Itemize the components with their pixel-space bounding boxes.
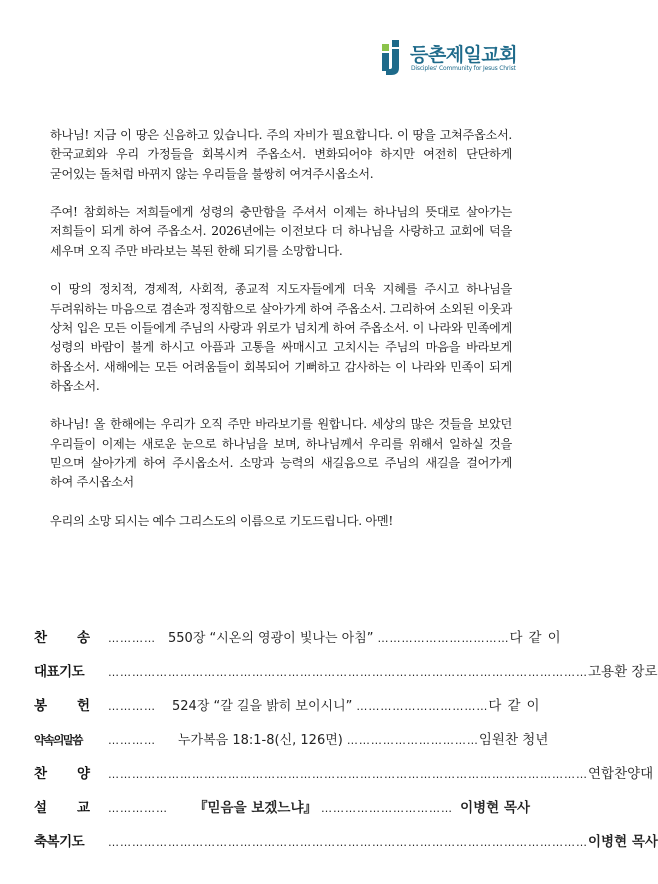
- leader-dots: ……………………………: [346, 734, 479, 747]
- prayer-paragraph-3: 이 땅의 정치적, 경제적, 사회적, 종교적 지도자들에게 더욱 지혜를 주시고 하나님을 두려워하는 마음으로 겸손과 정직함으로 살아가게 하여 주옵소서. 그리하여 소외된 이웃과 상처 입은 모든 이들에게 주님의 사랑과 위로가 넘치게 하여 주옵소서. 이 나라와 민족에게 성령의 바람이 불게 하시고 아픔과 고통을 싸매시고 고치시는 주님의 마음을 바라보게 하옵소서. 새해에는 모든 어려움들이 회복되어 기뻐하고 감사하는 이 나라와 민족이 되게 하옵소서.: [50, 282, 512, 393]
- worship-order: [34, 628, 658, 866]
- prayer-paragraph-2: 주여! 참회하는 저희들에게 성령의 충만함을 주셔서 이제는 하나님의 뜻대로 살아가는 저희들이 되게 하여 주옵소서. 2026년에는 이전보다 더 하나님을 사랑하고 교회에 덕을 세우며 오직 주만 바라보는 복된 한해 되기를 소망합니다.: [50, 205, 512, 258]
- leader-dots: ……………………………: [356, 700, 489, 713]
- order-row-benediction: [34, 832, 658, 853]
- leader-dots: …………: [108, 700, 156, 713]
- order-person-hymn: 다같이: [509, 630, 567, 646]
- order-row-hymn: [34, 628, 567, 649]
- leader-dots: …………: [108, 632, 156, 645]
- church-logo-icon: [380, 40, 408, 76]
- order-row-anthem: [34, 764, 654, 785]
- order-person-benediction: 이병현 목사: [588, 834, 658, 850]
- leader-dots: ……………: [108, 802, 168, 815]
- order-person-offering: 다같이: [488, 698, 546, 714]
- order-person-sermon: 이병현 목사: [460, 800, 530, 816]
- church-name: 등촌제일교회: [410, 44, 518, 66]
- leader-dots: …………: [108, 734, 156, 747]
- order-person-scripture: 임원찬 청년: [478, 732, 549, 748]
- order-label-sermon: 설교: [34, 800, 121, 816]
- order-content-scripture: 누가복음 18:1-8(신, 126면): [178, 733, 343, 748]
- order-label-benediction: 축복기도: [34, 834, 85, 850]
- order-label-representative-prayer: 대표기도: [34, 664, 85, 680]
- order-person-representative-prayer: 고용환 장로: [588, 664, 658, 680]
- leader-dots: …………………………………………………………………………………………………………: [108, 836, 588, 849]
- order-label-scripture: 약속의말씀: [34, 733, 83, 747]
- order-row-representative-prayer: [34, 662, 658, 683]
- prayer-section: [50, 126, 512, 531]
- prayer-paragraph-4: 하나님! 올 한해에는 우리가 오직 주만 바라보기를 원합니다. 세상의 많은 것들을 보았던 우리들이 이제는 새로운 눈으로 하나님을 보며, 하나님께서 우리를 위해서 일하실 것을 믿으며 살아가게 하여 주시옵소서. 소망과 능력의 새길음으로 주님의 새길을 걸어가게 하여 주시옵소서: [50, 417, 512, 490]
- leader-dots: …………………………………………………………………………………………………………: [108, 666, 588, 679]
- order-content-offering: 524장 “갈 길을 밝히 보이시니”: [172, 699, 353, 714]
- order-row-sermon: [34, 798, 530, 819]
- prayer-paragraph-1: 하나님! 지금 이 땅은 신음하고 있습니다. 주의 자비가 필요합니다. 이 땅을 고쳐주옵소서. 한국교회와 우리 가정들을 회복시켜 주옵소서. 변화되어야 하지만 여전히 단단하게 굳어있는 돌처럼 바뀌지 않는 우리들을 불쌍히 여겨주시옵소서.: [50, 128, 512, 181]
- order-label-anthem: 찬양: [34, 766, 121, 782]
- order-content-hymn: 550장 “시온의 영광이 빛나는 아침”: [168, 631, 374, 646]
- order-content-sermon: 『믿음을 보겠느냐』: [194, 800, 317, 816]
- leader-dots: ……………………………: [377, 632, 510, 645]
- leader-dots: ……………………………: [321, 802, 453, 815]
- order-label-hymn: 찬송: [34, 630, 121, 646]
- order-label-offering: 봉헌: [34, 698, 121, 714]
- church-tagline: Disciples' Community for Jesus Christ: [411, 65, 516, 72]
- church-logo: [380, 38, 550, 78]
- order-person-anthem: 연합찬양대: [588, 766, 654, 782]
- leader-dots: …………………………………………………………………………………………………………: [108, 768, 588, 781]
- prayer-closing: 우리의 소망 되시는 예수 그리스도의 이름으로 기도드립니다. 아멘!: [50, 513, 393, 528]
- order-row-scripture: [34, 730, 549, 751]
- order-row-offering: [34, 696, 546, 717]
